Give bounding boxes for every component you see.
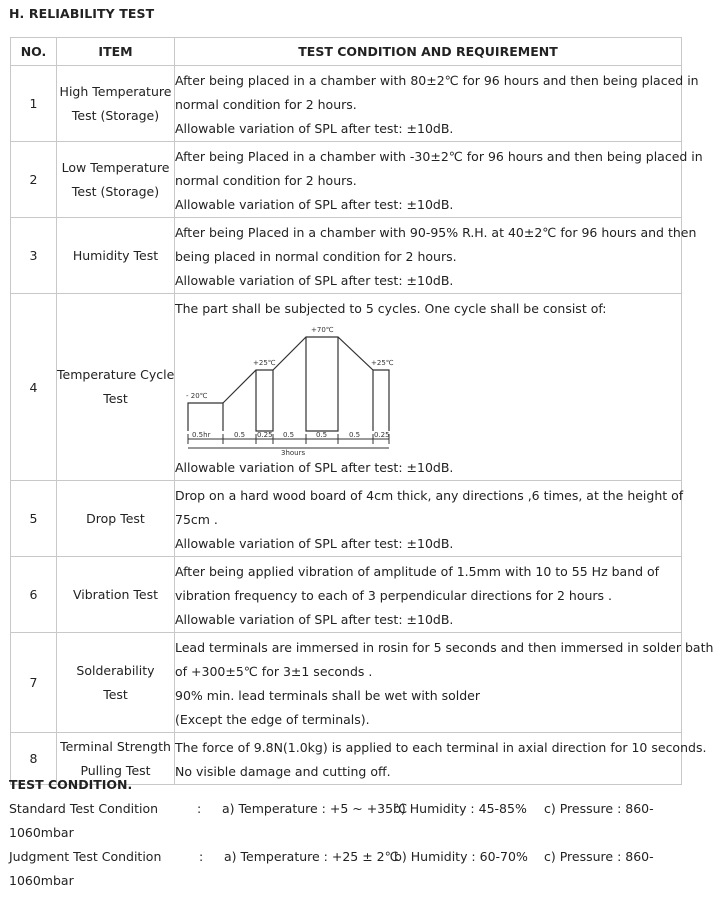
segment-label: 0.5 (349, 431, 361, 439)
condition-line: No visible damage and cutting off. (175, 764, 391, 779)
item-line: Low Temperature (61, 159, 170, 175)
condition-line: Allowable variation of SPL after test: ±10dB. (175, 273, 454, 288)
standard-condition-row (9, 801, 689, 819)
row-condition (175, 633, 713, 733)
row-no: 7 (11, 633, 57, 733)
row-item (57, 294, 175, 481)
standard-humidity: b) Humidity : 45-85% (393, 801, 527, 816)
row-condition (175, 66, 699, 142)
cycle-profile-line (188, 403, 223, 431)
row-item (57, 66, 175, 142)
judgment-colon: : (199, 849, 204, 864)
judgment-pressure-wrap: 1060mbar (9, 873, 74, 888)
table-row (11, 294, 682, 481)
label-plus70: +70℃ (311, 326, 334, 334)
condition-line: After being Placed in a chamber with -30±2℃ for 96 hours and then being placed in (175, 149, 703, 164)
judgment-humidity: b) Humidity : 60-70% (394, 849, 528, 864)
item-line: Pulling Test (80, 762, 151, 778)
label-plus25-right: +25℃ (371, 359, 394, 367)
condition-line: Allowable variation of SPL after test: ±10dB. (175, 536, 454, 551)
standard-pressure-wrap: 1060mbar (9, 825, 74, 840)
item-line: Test (103, 391, 128, 406)
item-line: Test (Storage) (71, 107, 160, 123)
row-no: 1 (11, 66, 57, 142)
row-no: 2 (11, 142, 57, 218)
row-no: 6 (11, 557, 57, 633)
condition-line: normal condition for 2 hours. (175, 97, 357, 112)
item-line: Vibration Test (72, 586, 159, 602)
standard-temperature: a) Temperature : +5 ~ +35℃ (222, 801, 408, 816)
section-title: H. RELIABILITY TEST (9, 6, 155, 21)
segment-label: 0.5 (316, 431, 328, 439)
row-item (57, 218, 175, 294)
table-row (11, 218, 682, 294)
total-label: 3hours (281, 449, 306, 457)
condition-line: Drop on a hard wood board of 4cm thick, any directions ,6 times, at the height of (175, 488, 684, 503)
segment-label: 0.25 (257, 431, 273, 439)
row-item (57, 481, 175, 557)
condition-line: Allowable variation of SPL after test: ±10dB. (175, 121, 454, 136)
segment-label: 0.5hr (192, 431, 211, 439)
judgment-condition-row (9, 849, 689, 867)
condition-line: After being applied vibration of amplitude of 1.5mm with 10 to 55 Hz band of (175, 564, 660, 579)
item-line: Test (103, 686, 128, 702)
standard-colon: : (197, 801, 202, 816)
judgment-label: Judgment Test Condition (9, 849, 162, 864)
table-row (11, 66, 682, 142)
header-no: NO. (11, 38, 57, 66)
condition-line: The part shall be subjected to 5 cycles. One cycle shall be consist of: (175, 301, 607, 316)
cycle-box-line (306, 337, 338, 431)
item-line: Temperature Cycle (57, 367, 175, 382)
condition-line: (Except the edge of terminals). (175, 712, 370, 727)
condition-line: being placed in normal condition for 2 hours. (175, 249, 457, 264)
reliability-test-table (10, 37, 713, 785)
row-no: 8 (11, 733, 57, 785)
row-condition (175, 557, 682, 633)
condition-line: Allowable variation of SPL after test: ±10dB. (175, 197, 454, 212)
row-item (57, 633, 175, 733)
item-line: Test (Storage) (71, 183, 160, 199)
condition-line: 75cm . (175, 512, 218, 527)
header-item: ITEM (57, 38, 175, 66)
item-line: Drop Test (86, 510, 145, 526)
item-line: Humidity Test (72, 247, 159, 263)
label-plus25-left: +25℃ (253, 359, 276, 367)
table-row (11, 142, 682, 218)
item-line: Solderability (76, 662, 155, 678)
condition-line: Allowable variation of SPL after test: ±10dB. (175, 460, 454, 475)
header-condition: TEST CONDITION AND REQUIREMENT (175, 38, 682, 66)
standard-pressure: c) Pressure : 860- (544, 801, 654, 816)
table-row (11, 557, 682, 633)
condition-line: Lead terminals are immersed in rosin for 5 seconds and then immersed in solder bath (175, 640, 713, 655)
row-item (57, 142, 175, 218)
condition-line: vibration frequency to each of 3 perpendicular directions for 2 hours . (175, 588, 612, 603)
condition-line: 90% min. lead terminals shall be wet with solder (175, 688, 480, 703)
segment-label: 0.5 (234, 431, 246, 439)
table-row (11, 633, 682, 733)
condition-line: Allowable variation of SPL after test: ±10dB. (175, 612, 454, 627)
standard-label: Standard Test Condition (9, 801, 159, 816)
row-no: 4 (11, 294, 57, 481)
condition-line: After being Placed in a chamber with 90-95% R.H. at 40±2℃ for 96 hours and then (175, 225, 697, 240)
condition-line: of +300±5℃ for 3±1 seconds . (175, 664, 373, 679)
test-condition-title: TEST CONDITION. (9, 777, 133, 792)
table-row (11, 481, 682, 557)
condition-line: After being placed in a chamber with 80±2℃ for 96 hours and then being placed in (175, 73, 699, 88)
judgment-pressure: c) Pressure : 860- (544, 849, 654, 864)
row-condition (175, 142, 703, 218)
condition-line: normal condition for 2 hours. (175, 173, 357, 188)
table-header-row (11, 38, 682, 66)
row-condition (175, 481, 682, 557)
row-condition (175, 294, 682, 481)
cycle-box-line (256, 370, 273, 431)
row-no: 5 (11, 481, 57, 557)
judgment-temperature: a) Temperature : +25 ± 2℃ (224, 849, 399, 864)
row-item (57, 557, 175, 633)
condition-line: The force of 9.8N(1.0kg) is applied to each terminal in axial direction for 10 seconds. (175, 740, 707, 755)
row-condition (175, 733, 707, 785)
segment-label: 0.25 (374, 431, 390, 439)
row-no: 3 (11, 218, 57, 294)
item-line: Terminal Strength (60, 738, 171, 754)
segment-label: 0.5 (283, 431, 295, 439)
item-line: High Temperature (59, 83, 172, 99)
row-condition (175, 218, 697, 294)
temperature-cycle-diagram (183, 321, 413, 456)
label-minus20: - 20℃ (186, 392, 208, 400)
